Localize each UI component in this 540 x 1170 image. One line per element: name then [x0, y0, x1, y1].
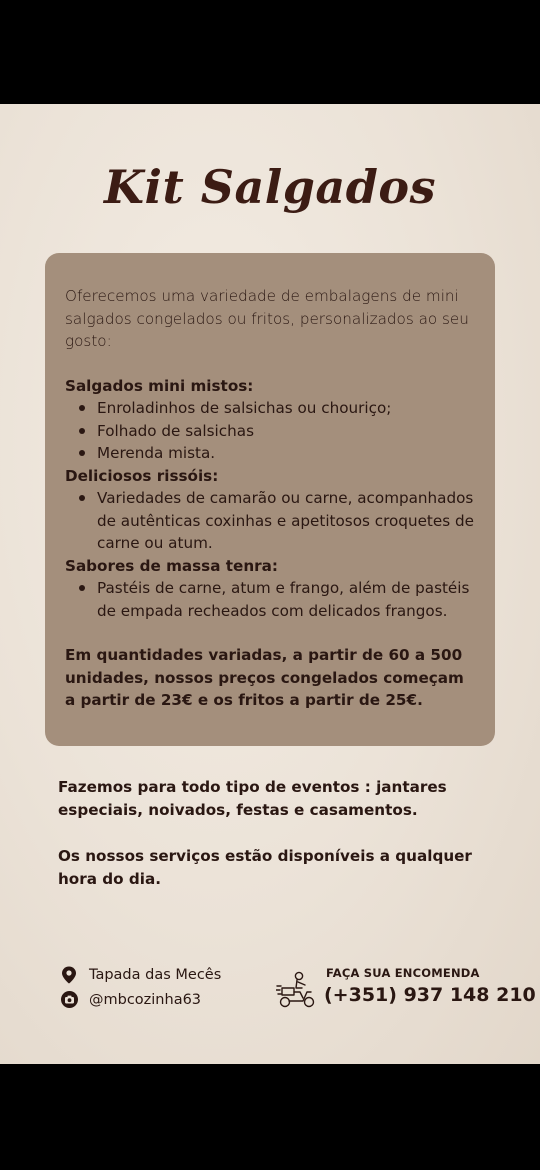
events-text: Fazemos para todo tipo de eventos : jantares especiais, noivados, festas e casamentos.: [58, 778, 447, 819]
availability-text: Os nossos serviços estão disponíveis a qualquer hora do dia.: [58, 847, 472, 888]
location-pin-icon: [60, 966, 78, 984]
location-text: Tapada das Mecês: [89, 966, 222, 983]
list-rissois: [65, 487, 475, 555]
list-massa-tenra: [65, 577, 475, 622]
section-heading-massa-tenra: Sabores de massa tenra:: [65, 556, 278, 575]
list-item: Pastéis de carne, atum e frango, além de pastéis de empada recheados com delicados frangos.: [97, 577, 475, 622]
list-item: Merenda mista.: [97, 442, 475, 465]
phone-number[interactable]: (+351) 937 148 210: [324, 984, 536, 1006]
instagram-handle[interactable]: @mbcozinha63: [89, 991, 202, 1008]
intro-text: Oferecemos uma variedade de embalagens de mini salgados congelados ou fritos, personalizados ao seu gosto:: [65, 287, 469, 350]
instagram-row[interactable]: [60, 987, 221, 1012]
order-block: [276, 964, 536, 1014]
contact-info: [60, 962, 221, 1012]
camera-icon: [60, 991, 78, 1009]
pricing-text: Em quantidades variadas, a partir de 60 a 500 unidades, nossos preços congelados começam a partir de 23€ e os fritos a partir de 25€.: [65, 646, 464, 709]
flyer: [0, 104, 540, 1064]
list-item: Folhado de salsichas: [97, 420, 475, 443]
list-item: Variedades de camarão ou carne, acompanhados de autênticas coxinhas e apetitosos croquetes de carne ou atum.: [97, 487, 475, 555]
info-card: [45, 253, 495, 746]
location-row: [60, 962, 221, 987]
list-mistos: [65, 397, 475, 465]
order-label: FAÇA SUA ENCOMENDA: [326, 966, 480, 980]
delivery-scooter-icon: [276, 968, 318, 1010]
events-block: [58, 776, 498, 891]
page-title: Kit Salgados: [104, 160, 436, 214]
section-heading-mistos: Salgados mini mistos:: [65, 376, 254, 395]
list-item: Enroladinhos de salsichas ou chouriço;: [97, 397, 475, 420]
section-heading-rissois: Deliciosos rissóis:: [65, 466, 219, 485]
